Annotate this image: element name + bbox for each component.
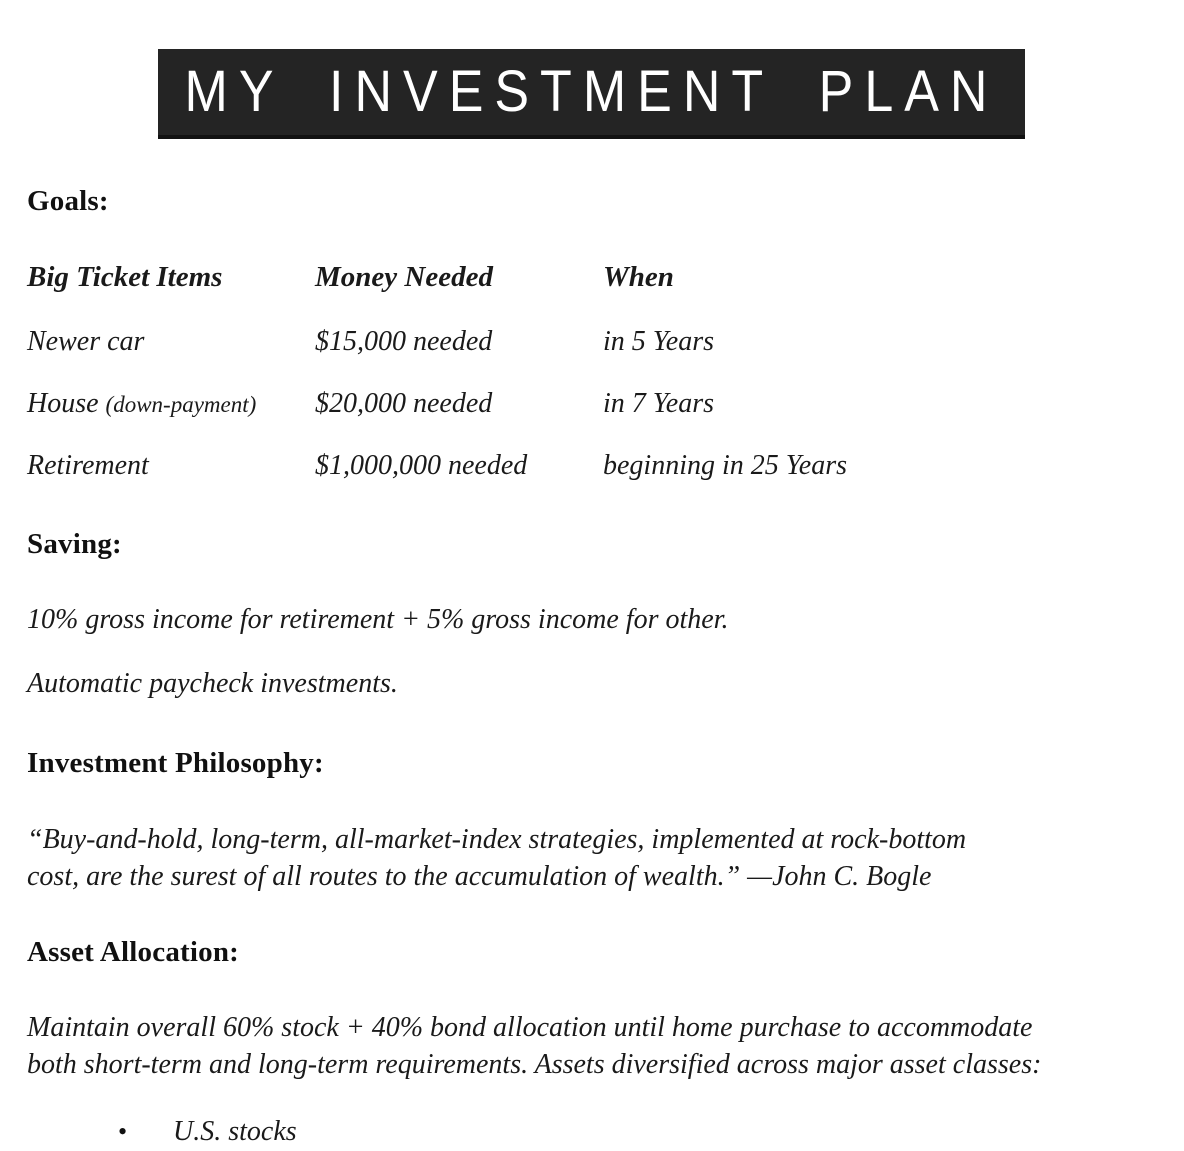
saving-heading: Saving: [27,528,122,560]
philosophy-quote-line: “Buy-and-hold, long-term, all-market-index strategies, implemented at rock-bottom [27,824,967,855]
goal-item [27,326,315,358]
allocation-paragraph-line: both short-term and long-term requirements. Assets diversified across major asset classes: [27,1049,1042,1080]
goal-money: $20,000 needed [315,388,493,419]
list-item-label: U.S. stocks [173,1116,297,1147]
goal-when: in 7 Years [603,388,715,419]
goals-heading: Goals: [27,185,109,217]
goal-money: $15,000 needed [315,326,493,357]
goal-item [27,450,315,482]
column-header-money: Money Needed [315,261,493,293]
saving-line: Automatic paycheck investments. [27,668,398,699]
goals-table-header [27,261,1157,294]
philosophy-quote-line: cost, are the surest of all routes to the accumulation of wealth.” —John C. Bogle [27,861,932,892]
list-item [118,1116,297,1148]
goal-item-label: Retirement [27,450,149,481]
allocation-heading: Asset Allocation: [27,936,240,968]
column-header-when: When [603,261,674,293]
goal-item-label: House [27,388,99,419]
table-row [27,450,1157,482]
goal-item [27,388,315,420]
goal-when: beginning in 25 Years [603,450,847,481]
saving-line: 10% gross income for retirement + 5% gross income for other. [27,604,729,635]
goal-item-label: Newer car [27,326,145,357]
bullet-icon: • [118,1117,128,1146]
table-row [27,326,1157,358]
philosophy-heading: Investment Philosophy: [27,747,324,779]
goal-money: $1,000,000 needed [315,450,528,481]
title-banner [158,49,1025,139]
table-row [27,388,1157,420]
goal-when: in 5 Years [603,326,715,357]
column-header-items: Big Ticket Items [27,261,223,293]
goal-item-note: (down-payment) [105,392,257,417]
allocation-paragraph-line: Maintain overall 60% stock + 40% bond allocation until home purchase to accommodate [27,1012,1033,1043]
page-title: MY INVESTMENT PLAN [184,59,999,125]
